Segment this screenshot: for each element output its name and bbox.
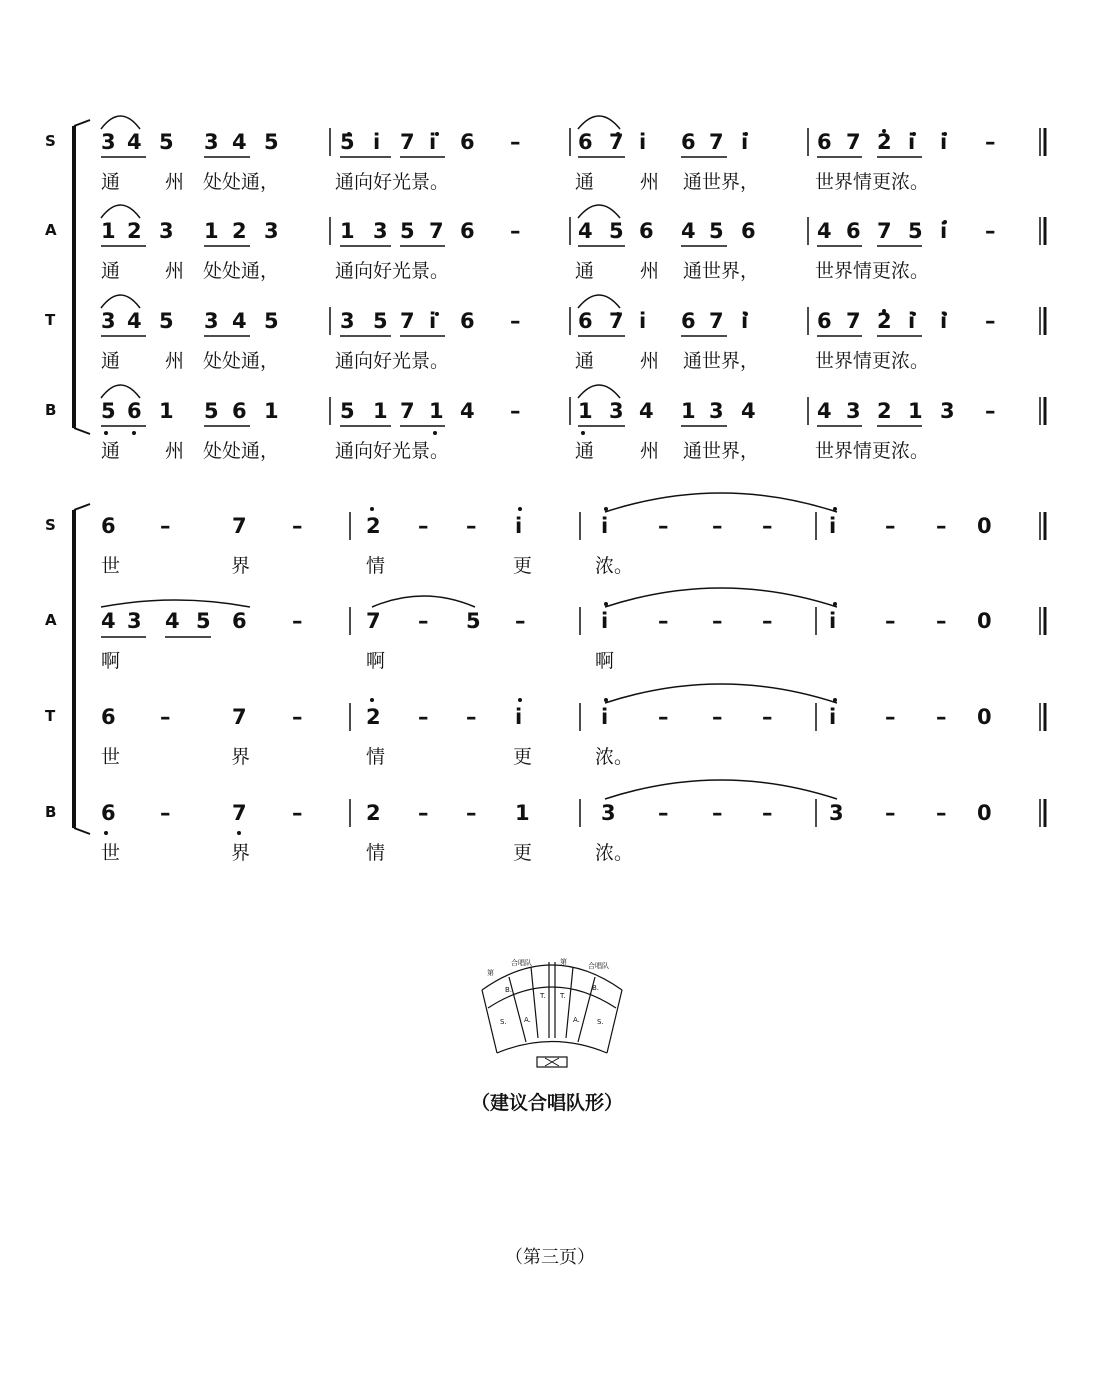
note: 1 [578,399,593,423]
note: – [936,514,947,538]
note: 5 [340,130,355,154]
formation-label: A. [573,1016,580,1024]
note: – [510,130,521,154]
note: 6 [817,130,832,154]
note: 3 [101,130,116,154]
note: 2 [366,801,381,825]
note: i [515,514,523,538]
note: 5 [373,309,388,333]
lyric: 通 [101,440,121,462]
note: 4 [165,609,180,633]
note: 6 [232,609,247,633]
bracket-bottom [74,428,90,434]
note: – [762,801,773,825]
lyric: 世界情更浓。 [815,260,930,282]
note: – [510,399,521,423]
octave-dot [604,698,608,702]
formation-divider [531,967,538,1038]
lyric: 州 [165,171,185,193]
note: – [936,705,947,729]
note: 6 [101,801,116,825]
note: 6 [681,309,696,333]
lyric: 州 [640,260,660,282]
note: i [429,130,437,154]
octave-dot [370,507,374,511]
note: i [639,309,647,333]
note: 6 [460,309,475,333]
note: 5 [466,609,481,633]
note: 7 [400,130,415,154]
note: 4 [639,399,654,423]
lyric: 更 [513,842,533,864]
tie [605,588,837,607]
lyric: 情 [366,842,386,864]
page-number: （第三页） [505,1247,595,1268]
note: – [885,514,896,538]
note: 6 [232,399,247,423]
note: – [292,705,303,729]
lyric: 通 [101,171,121,193]
note: – [292,801,303,825]
tie [605,780,837,799]
formation-label: 合唱队 [511,959,532,967]
note: 5 [340,399,355,423]
note: 3 [340,309,355,333]
note: 0 [977,514,992,538]
note: 0 [977,609,992,633]
note: – [466,801,477,825]
note: 4 [127,130,142,154]
note: i [908,309,916,333]
note: 7 [232,514,247,538]
note: i [515,705,523,729]
note: i [741,309,749,333]
note: 6 [578,130,593,154]
note: – [418,514,429,538]
formation-label: 第 [487,969,494,977]
note: – [658,609,669,633]
note: i [940,130,948,154]
note: 3 [609,399,624,423]
bracket-top [74,120,90,126]
note: – [160,705,171,729]
note: i [639,130,647,154]
octave-dot [581,431,585,435]
lyric: 通世界， [683,171,760,193]
note: 6 [639,219,654,243]
slur [578,385,620,398]
lyric: 通向好光景。 [335,260,450,282]
voice-label: T [45,311,56,329]
note: – [515,609,526,633]
formation-label: 第 [560,958,567,966]
octave-dot [833,507,837,511]
note: 1 [204,219,219,243]
note: 3 [829,801,844,825]
note: – [658,705,669,729]
lyric: 通向好光景。 [335,440,450,462]
note: – [466,705,477,729]
tie [605,493,837,512]
note: – [466,514,477,538]
note: – [712,609,723,633]
note: 4 [817,399,832,423]
note: 2 [366,514,381,538]
note: i [829,514,837,538]
note: 1 [264,399,279,423]
note: 5 [264,130,279,154]
note: i [741,130,749,154]
note: 6 [460,130,475,154]
note: 3 [601,801,616,825]
lyric: 处处通， [203,440,280,462]
lyric: 世界情更浓。 [815,440,930,462]
note: 7 [366,609,381,633]
lyric: 情 [366,746,386,768]
note: 1 [373,399,388,423]
note: – [936,801,947,825]
note: 3 [264,219,279,243]
note: 5 [101,399,116,423]
bracket-bottom [74,828,90,834]
slur [578,295,620,308]
note: 2 [366,705,381,729]
note: 6 [681,130,696,154]
note: – [712,514,723,538]
note: i [601,705,609,729]
lyric: 处处通， [203,350,280,372]
note: 6 [101,514,116,538]
lyric: 浓。 [595,842,634,864]
note: 6 [846,219,861,243]
voice-label: S [45,516,56,534]
lyric: 州 [165,440,185,462]
formation-label: T. [540,992,546,1000]
note: – [292,514,303,538]
note: 1 [159,399,174,423]
voice-label: S [45,132,56,150]
lyric: 通向好光景。 [335,350,450,372]
octave-dot [518,507,522,511]
note: 6 [741,219,756,243]
note: 7 [232,801,247,825]
octave-dot [433,431,437,435]
lyric: 浓。 [595,555,634,577]
note: – [712,705,723,729]
note: i [829,705,837,729]
lyric: 世 [101,746,121,768]
note: 7 [400,309,415,333]
lyric: 处处通， [203,260,280,282]
note: 6 [101,705,116,729]
lyric: 通 [575,171,595,193]
note: 2 [232,219,247,243]
note: 6 [578,309,593,333]
lyric: 界 [231,555,251,577]
octave-dot [604,507,608,511]
lyric: 通 [575,260,595,282]
note: 1 [681,399,696,423]
octave-dot [237,831,241,835]
note: 7 [429,219,444,243]
lyric: 更 [513,555,533,577]
octave-dot [518,698,522,702]
note: 3 [846,399,861,423]
slur [101,385,140,398]
lyric: 通 [575,440,595,462]
note: 1 [101,219,116,243]
lyric: 界 [231,746,251,768]
note: – [418,801,429,825]
note: – [762,609,773,633]
note: 3 [204,309,219,333]
lyric: 更 [513,746,533,768]
slur [578,205,620,218]
lyric: 通世界， [683,260,760,282]
voice-label: T [45,707,56,725]
note: i [908,130,916,154]
octave-dot [104,831,108,835]
note: i [429,309,437,333]
note: – [985,309,996,333]
lyric: 界 [231,842,251,864]
note: i [601,514,609,538]
octave-dot [833,698,837,702]
formation-label: 合唱队 [588,962,609,970]
note: 7 [232,705,247,729]
formation-label: B. [505,986,513,994]
note: 7 [709,309,724,333]
note: 3 [159,219,174,243]
note: – [712,801,723,825]
note: 6 [460,219,475,243]
note: – [160,801,171,825]
lyric: 州 [640,350,660,372]
note: 4 [681,219,696,243]
note: 2 [877,130,892,154]
lyric: 世 [101,842,121,864]
note: – [885,705,896,729]
note: – [936,609,947,633]
note: i [829,609,837,633]
note: – [658,514,669,538]
formation-label: S. [597,1018,604,1026]
note: 1 [908,399,923,423]
slur [101,205,140,218]
lyric: 州 [640,171,660,193]
lyric: 世界情更浓。 [815,171,930,193]
note: 7 [709,130,724,154]
lyric: 州 [165,350,185,372]
note: 5 [609,219,624,243]
note: 7 [609,130,624,154]
note: 7 [609,309,624,333]
note: 3 [709,399,724,423]
note: 4 [232,130,247,154]
lyric: 浓。 [595,746,634,768]
note: 4 [232,309,247,333]
voice-label: A [45,221,57,239]
lyric: 世 [101,555,121,577]
note: 4 [741,399,756,423]
tie [605,684,837,703]
note: 1 [340,219,355,243]
formation-caption: （建议合唱队形） [471,1092,624,1114]
note: – [292,609,303,633]
note: 3 [204,130,219,154]
note: 2 [877,399,892,423]
note: 2 [877,309,892,333]
note: i [373,130,381,154]
octave-dot [132,431,136,435]
voice-label: B [45,401,57,419]
formation-label: T. [560,992,566,1000]
note: 4 [127,309,142,333]
note: – [160,514,171,538]
formation-label: S. [500,1018,507,1026]
note: – [418,609,429,633]
note: 7 [846,130,861,154]
note: – [510,309,521,333]
note: 3 [101,309,116,333]
lyric: 通 [575,350,595,372]
note: – [985,130,996,154]
note: 5 [709,219,724,243]
bracket-top [74,504,90,510]
note: – [762,705,773,729]
note: 5 [204,399,219,423]
note: 5 [400,219,415,243]
note: – [418,705,429,729]
note: – [885,801,896,825]
lyric: 州 [640,440,660,462]
note: 4 [817,219,832,243]
octave-dot [104,431,108,435]
note: – [658,801,669,825]
note: 7 [846,309,861,333]
lyric: 通世界， [683,350,760,372]
note: 3 [127,609,142,633]
voice-label: A [45,611,57,629]
note: i [940,219,948,243]
note: – [885,609,896,633]
note: 4 [460,399,475,423]
octave-dot [604,602,608,606]
lyric: 通 [101,260,121,282]
lyric: 州 [165,260,185,282]
formation-divider [566,967,573,1038]
lyric: 通 [101,350,121,372]
formation-label: B. [592,984,600,992]
formation-left-edge [482,990,497,1053]
note: 5 [908,219,923,243]
formation-inner-arc [497,1042,607,1054]
note: 2 [127,219,142,243]
lyric: 世界情更浓。 [815,350,930,372]
note: – [985,219,996,243]
note: 5 [159,309,174,333]
note: 1 [515,801,530,825]
lyric: 啊 [595,650,615,672]
lyric: 情 [366,555,386,577]
lyric: 通世界， [683,440,760,462]
note: 7 [877,219,892,243]
slur [101,600,250,607]
note: 7 [400,399,415,423]
formation-label: A. [524,1016,531,1024]
note: – [762,514,773,538]
note: 6 [817,309,832,333]
octave-dot [370,698,374,702]
octave-dot [833,602,837,606]
note: – [510,219,521,243]
note: 6 [127,399,142,423]
formation-right-edge [607,990,622,1053]
note: – [985,399,996,423]
note: 4 [101,609,116,633]
slur [372,596,475,607]
slur [101,295,140,308]
note: 0 [977,801,992,825]
lyric: 通向好光景。 [335,171,450,193]
voice-label: B [45,803,57,821]
note: 1 [429,399,444,423]
slur [578,116,620,129]
note: 3 [940,399,955,423]
note: i [601,609,609,633]
note: 4 [578,219,593,243]
lyric: 啊 [101,650,121,672]
note: 5 [196,609,211,633]
slur [101,116,140,129]
lyric: 处处通， [203,171,280,193]
note: 5 [264,309,279,333]
note: 0 [977,705,992,729]
note: 3 [373,219,388,243]
note: i [940,309,948,333]
note: 5 [159,130,174,154]
lyric: 啊 [366,650,386,672]
